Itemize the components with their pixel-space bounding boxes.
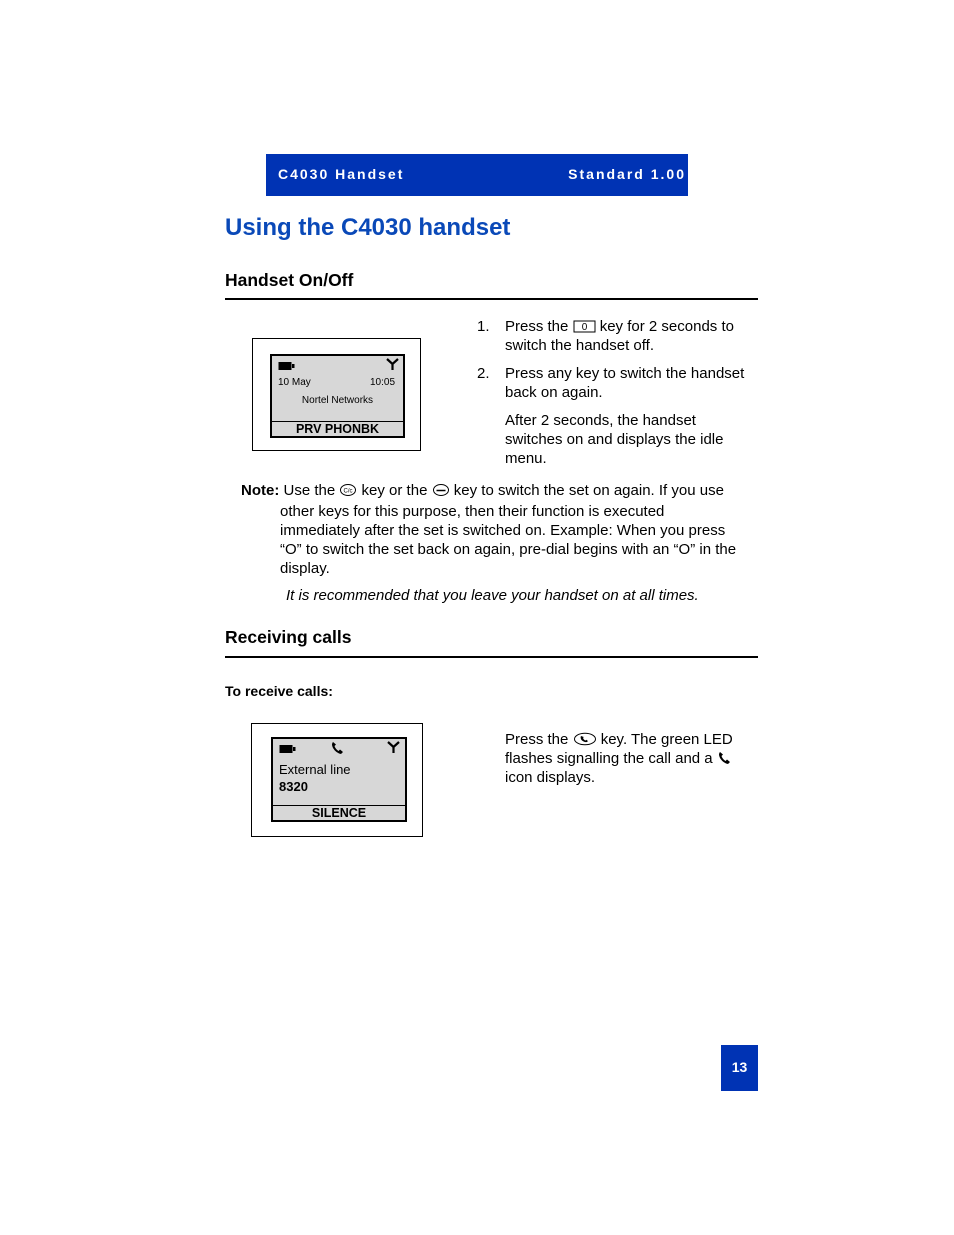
antenna-icon (386, 358, 399, 371)
header-version: Standard 1.00 (568, 166, 686, 182)
section-rule (225, 656, 758, 658)
note-body (280, 502, 770, 578)
battery-icon (278, 361, 295, 371)
display-number: 8320 (279, 779, 308, 794)
section-rule (225, 298, 758, 300)
receive-line2: flashes signalling the call and a (505, 750, 713, 767)
receive-line3: icon displays. (505, 769, 596, 786)
step-2-line2: back on again. (505, 384, 603, 401)
display-network: Nortel Networks (301, 395, 374, 406)
end-key-icon (432, 483, 450, 497)
zero-key-icon (573, 320, 596, 333)
step-2-line1: Press any key to switch the handset (505, 365, 745, 382)
display-time: 10:05 (370, 377, 396, 388)
note-line-1: other keys for this purpose, then their function is executed (280, 503, 665, 520)
step-1-number: 1. (477, 318, 490, 335)
battery-icon (279, 744, 296, 754)
step-1-line2: switch the handset off. (505, 337, 654, 354)
svg-text:0: 0 (581, 322, 587, 333)
step-1-text (505, 317, 765, 355)
receive-instructions (505, 730, 765, 787)
lcd-screen (270, 354, 405, 438)
section-heading-receiving-calls: Receiving calls (225, 627, 352, 647)
recommendation: It is recommended that you leave your handset on at all times. (286, 587, 699, 604)
after-line-1: After 2 seconds, the handset (505, 412, 696, 429)
receive-pre: Press the (505, 731, 569, 748)
step-2-text (505, 364, 765, 402)
page-number: 13 (721, 1045, 758, 1091)
antenna-icon (387, 741, 400, 754)
note-mid: key or the (361, 482, 428, 499)
call-icon (717, 751, 731, 765)
subheading-to-receive-calls: To receive calls: (225, 683, 333, 699)
receive-post: key. The green LED (600, 731, 733, 748)
lcd-screen (271, 737, 407, 822)
display-date: 10 May (278, 377, 311, 388)
handset-display-idle (252, 338, 421, 451)
page-title: Using the C4030 handset (225, 214, 511, 241)
note-first-line (241, 481, 761, 500)
header-product: C4030 Handset (278, 166, 405, 182)
softkey-prv-phonbk: PRV PHONBK (272, 421, 403, 436)
section-heading-on-off: Handset On/Off (225, 270, 354, 290)
note-post: key to switch the set on again. If you use (453, 482, 724, 499)
talk-key-icon (573, 732, 597, 746)
softkey-silence: SILENCE (273, 805, 405, 820)
after-line-2: switches on and displays the idle (505, 431, 724, 448)
step-2-number: 2. (477, 365, 490, 382)
on-key-icon (339, 483, 357, 497)
step-1-post: key for 2 seconds to (599, 318, 734, 335)
after-text (505, 411, 765, 468)
svg-text:C/c: C/c (343, 488, 353, 495)
note-line-4: display. (280, 560, 330, 577)
note-pre: Use the (283, 482, 336, 499)
handset-display-incoming (251, 723, 423, 837)
note-line-2: immediately after the set is switched on. Example: When you press (280, 522, 726, 539)
phone-icon (330, 741, 344, 755)
note-label: Note: (241, 482, 280, 499)
note-line-3: “O” to switch the set back on again, pre-dial begins with an “O” in the (280, 541, 737, 558)
after-line-3: menu. (505, 450, 547, 467)
header-bar (266, 154, 688, 196)
display-external-line: External line (279, 762, 351, 777)
step-1-pre: Press the (505, 318, 569, 335)
